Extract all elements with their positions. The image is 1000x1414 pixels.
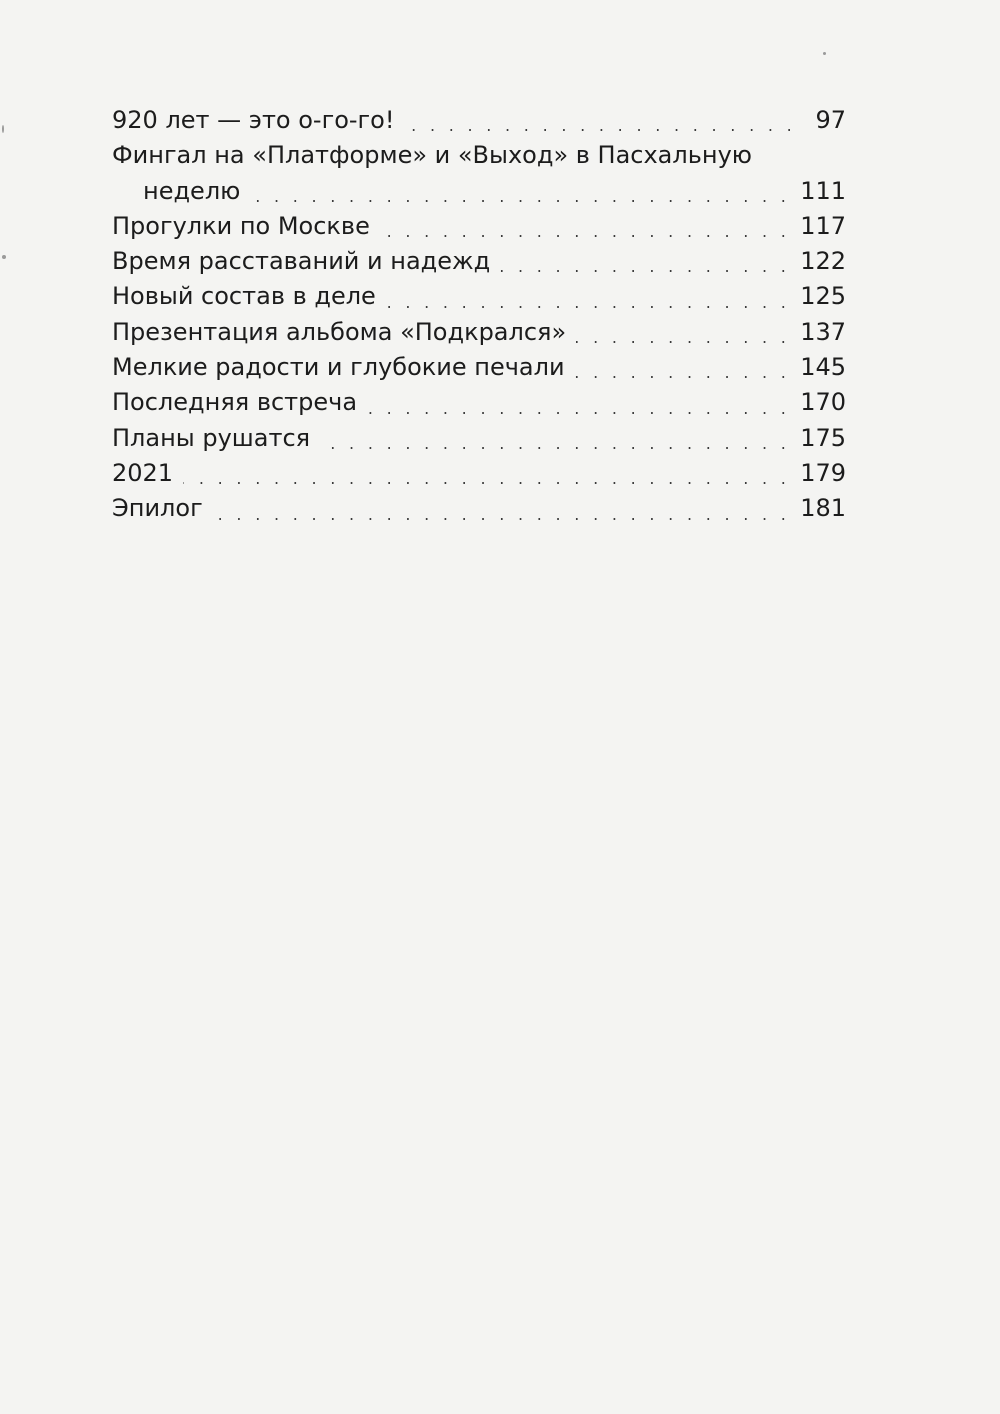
dot-leader [404,112,796,138]
toc-entry[interactable] [112,491,846,526]
toc-entry-title: Прогулки по Москве [112,211,370,240]
toc-entry-page: 117 [800,211,846,240]
toc-entry-title: Презентация альбома «Подкрался» [112,317,567,346]
toc-entry-title: Мелкие радости и глубокие печали [112,353,565,382]
dot-leader [320,430,790,456]
toc-entry-page: 145 [800,353,846,382]
toc-entry[interactable] [112,456,846,491]
dot-leader [183,465,790,491]
toc-entry[interactable] [112,350,846,385]
toc-entry-page: 181 [800,494,846,523]
toc-entry[interactable] [112,103,846,138]
toc-entry-page: 179 [800,458,846,487]
toc-entry-title: Время расставаний и надежд [112,247,491,276]
toc-entry[interactable] [112,244,846,279]
dot-leader [250,183,790,209]
toc-entry-continuation [112,174,846,209]
toc-entry[interactable] [112,279,846,314]
toc-entry-title: Эпилог [112,494,203,523]
toc-entry-page: 111 [800,176,846,205]
toc-entry-page: 170 [800,388,846,417]
scan-speck [2,125,4,133]
toc-entry-title: Новый состав в деле [112,282,376,311]
toc-entry-title-continuation: неделю [143,176,241,205]
dot-leader [213,501,791,527]
toc-entry-page: 97 [815,106,846,134]
dot-leader [367,395,790,421]
toc-entry-title: Фингал на «Платформе» и «Выход» в Пасхальную [112,141,752,170]
toc-entry-title: Планы рушатся [112,423,311,452]
toc-entry-title: 920 лет — это о-го-го! [112,106,395,134]
toc-entry[interactable] [112,315,846,350]
toc-entry-page: 175 [800,423,846,452]
toc-entry-title: 2021 [112,458,174,487]
table-of-contents [112,103,846,527]
toc-entry[interactable] [112,138,846,209]
toc-entry-page: 137 [800,317,846,346]
dot-leader [575,359,791,385]
dot-leader [386,289,790,315]
dot-leader [380,218,790,244]
toc-entry-page: 125 [800,282,846,311]
dot-leader [576,324,790,350]
dot-leader [500,253,790,279]
toc-entry[interactable] [112,209,846,244]
toc-entry-page: 122 [800,247,846,276]
toc-entry[interactable] [112,385,846,420]
scan-speck [2,255,6,259]
toc-entry-title: Последняя встреча [112,388,358,417]
toc-entry[interactable] [112,421,846,456]
scan-speck [823,52,826,55]
